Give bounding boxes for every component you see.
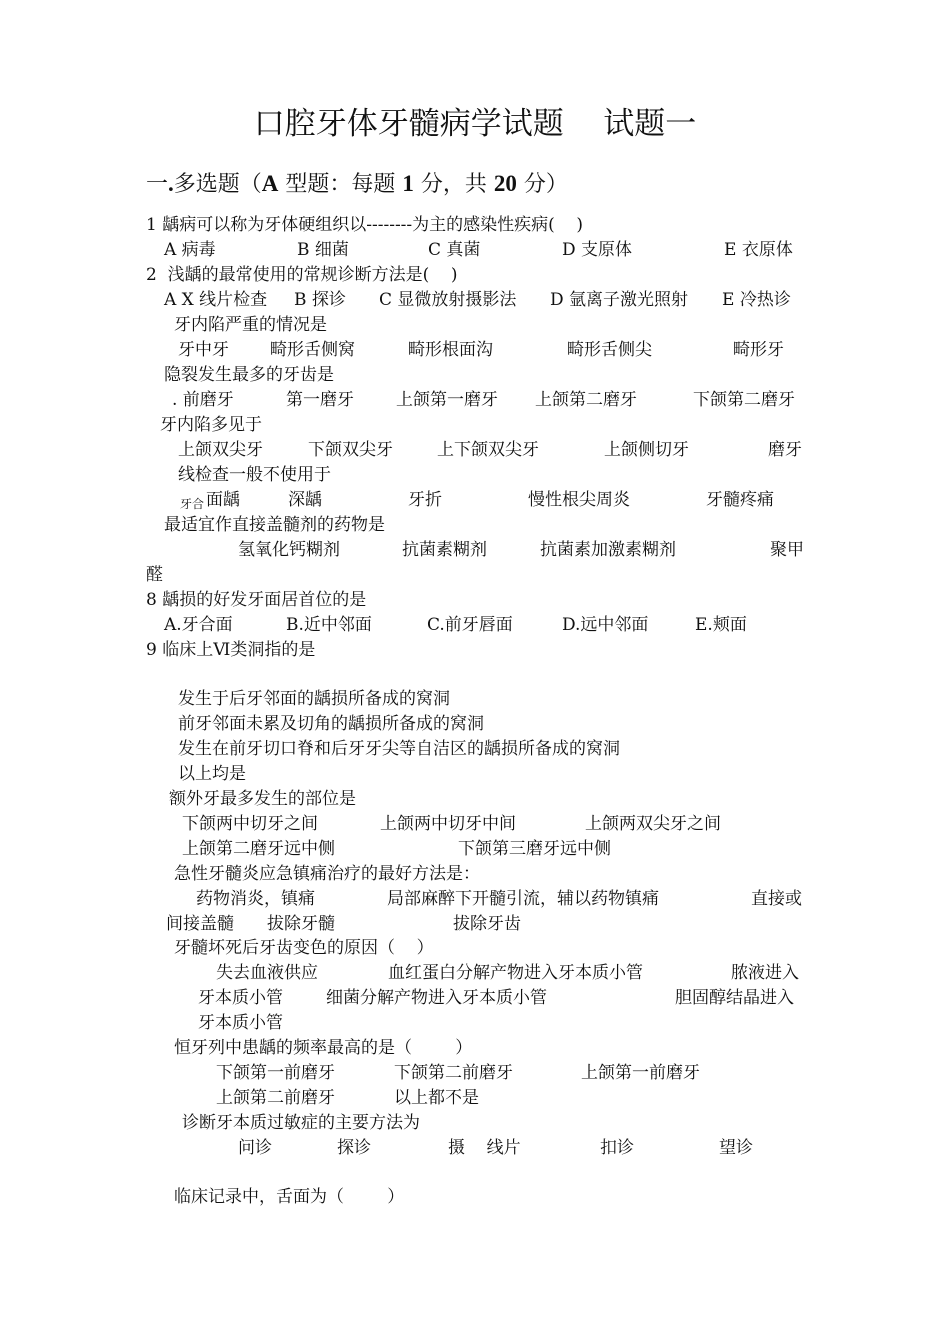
question-1: 1 龋病可以称为牙体硬组织以--------为主的感染性疾病( )	[146, 215, 584, 235]
option-text: B.近中邻面	[286, 615, 372, 635]
question-text: 诊断牙本质过敏症的主要方法为	[182, 1113, 420, 1133]
option-text: 下颌双尖牙	[308, 440, 393, 460]
option-text: 药物消炎，镇痛	[196, 889, 315, 909]
option-text: 上颌两中切牙中间	[380, 814, 516, 834]
option-text: 畸形舌侧窝	[270, 340, 355, 360]
option-text: 脓液进入	[731, 963, 799, 983]
option-text: 第一磨牙	[286, 390, 354, 410]
option-text: 牙折	[408, 490, 442, 510]
option-text: 问诊	[238, 1138, 272, 1158]
option-text: 望诊	[719, 1138, 753, 1158]
option-text: 畸形牙	[733, 340, 784, 360]
question-text: 恒牙列中患龋的频率最高的是（ ）	[174, 1038, 473, 1058]
option-text: 氢氧化钙糊剂	[238, 540, 340, 560]
option-text: 牙本质小管	[198, 988, 283, 1008]
option-text: 扣诊	[600, 1138, 634, 1158]
question-text: 最适宜作直接盖髓剂的药物是	[164, 515, 385, 535]
option-text: 上颌双尖牙	[178, 440, 263, 460]
option-text: 牙髓疼痛	[706, 490, 774, 510]
option-text: E.颊面	[695, 615, 747, 635]
option-text: 磨牙	[768, 440, 802, 460]
option-text: D.远中邻面	[562, 615, 649, 635]
option-text: 下颌两中切牙之间	[182, 814, 318, 834]
option-text: 发生在前牙切口脊和后牙牙尖等自洁区的龋损所备成的窝洞	[178, 739, 620, 759]
option-text: 直接或	[751, 889, 802, 909]
question-text: 临床记录中，舌面为（ ）	[174, 1187, 405, 1207]
option-text: 上颌第二前磨牙	[216, 1088, 335, 1108]
option-text: 以上均是	[178, 764, 246, 784]
question-text: 额外牙最多发生的部位是	[169, 789, 356, 809]
option-text: 牙中牙	[178, 340, 229, 360]
option-text: 血红蛋白分解产物进入牙本质小管	[388, 963, 643, 983]
option-text: 拔除牙髓	[267, 914, 335, 934]
option-text: 探诊	[337, 1138, 371, 1158]
option-text: 上颌侧切牙	[604, 440, 689, 460]
option-text: 以上都不是	[394, 1088, 479, 1108]
option-text: 摄 线片	[448, 1138, 521, 1158]
option-text: 下颌第三磨牙远中侧	[458, 839, 611, 859]
option-text: 畸形根面沟	[408, 340, 493, 360]
question-text: 牙内陷严重的情况是	[174, 315, 327, 335]
option-text: 胆固醇结晶进入	[675, 988, 794, 1008]
option-text: 发生于后牙邻面的龋损所备成的窝洞	[178, 689, 450, 709]
option-text: D 支原体	[562, 240, 633, 260]
option-text: 失去血液供应	[216, 963, 318, 983]
option-text: 抗菌素加激素糊剂	[540, 540, 676, 560]
option-text: 下颌第二磨牙	[693, 390, 795, 410]
option-text: 面龋	[206, 490, 240, 510]
section-heading: 一.多选题（A 型题：每题 1 分，共 20 分）	[146, 171, 568, 197]
option-text: 上颌第一前磨牙	[581, 1063, 700, 1083]
option-text: 上颌第二磨牙远中侧	[182, 839, 335, 859]
option-text: 下颌第二前磨牙	[394, 1063, 513, 1083]
option-text: 间接盖髓	[166, 914, 234, 934]
option-text: . 前磨牙	[172, 390, 234, 410]
option-text: 牙本质小管	[198, 1013, 283, 1033]
question-text: 牙内陷多见于	[160, 415, 262, 435]
question-8: 8 龋损的好发牙面居首位的是	[146, 590, 367, 610]
option-text: D 氩离子激光照射	[550, 290, 689, 310]
option-text: E 衣原体	[724, 240, 793, 260]
question-text: 牙髓坏死后牙齿变色的原因（ ）	[174, 938, 434, 958]
option-text: B 细菌	[297, 240, 349, 260]
page-title: 口腔牙体牙髓病学试题 试题一	[253, 106, 697, 142]
option-text: A 病毒	[164, 240, 216, 260]
option-prefix: 牙合	[180, 497, 205, 511]
option-text: B 探诊	[294, 290, 346, 310]
question-2: 2 浅龋的最常使用的常规诊断方法是( )	[146, 265, 458, 285]
question-9: 9 临床上Ⅵ类洞指的是	[146, 640, 316, 660]
option-text: C 显微放射摄影法	[379, 290, 517, 310]
option-text: 醛	[146, 565, 163, 585]
option-text: E 冷热诊	[722, 290, 791, 310]
option-text: 抗菌素糊剂	[402, 540, 487, 560]
option-text: 下颌第一前磨牙	[216, 1063, 335, 1083]
question-text: 隐裂发生最多的牙齿是	[164, 365, 334, 385]
question-text: 急性牙髓炎应急镇痛治疗的最好方法是：	[174, 864, 480, 884]
option-text: 上颌两双尖牙之间	[585, 814, 721, 834]
option-text: 前牙邻面未累及切角的龋损所备成的窝洞	[178, 714, 484, 734]
option-text: 细菌分解产物进入牙本质小管	[326, 988, 547, 1008]
option-text: A X 线片检查	[164, 290, 268, 310]
option-text: 上颌第一磨牙	[396, 390, 498, 410]
option-text: 拔除牙齿	[453, 914, 521, 934]
option-text: 上下颌双尖牙	[437, 440, 539, 460]
option-text: 聚甲	[770, 540, 804, 560]
option-text: 局部麻醉下开髓引流，辅以药物镇痛	[387, 889, 659, 909]
option-text: 上颌第二磨牙	[535, 390, 637, 410]
option-text: C 真菌	[428, 240, 481, 260]
question-text: 线检查一般不使用于	[178, 465, 331, 485]
option-text: A.牙合面	[164, 615, 233, 635]
option-text: C.前牙唇面	[427, 615, 513, 635]
option-text: 畸形舌侧尖	[567, 340, 652, 360]
option-text: 深龋	[288, 490, 322, 510]
option-text: 慢性根尖周炎	[528, 490, 630, 510]
